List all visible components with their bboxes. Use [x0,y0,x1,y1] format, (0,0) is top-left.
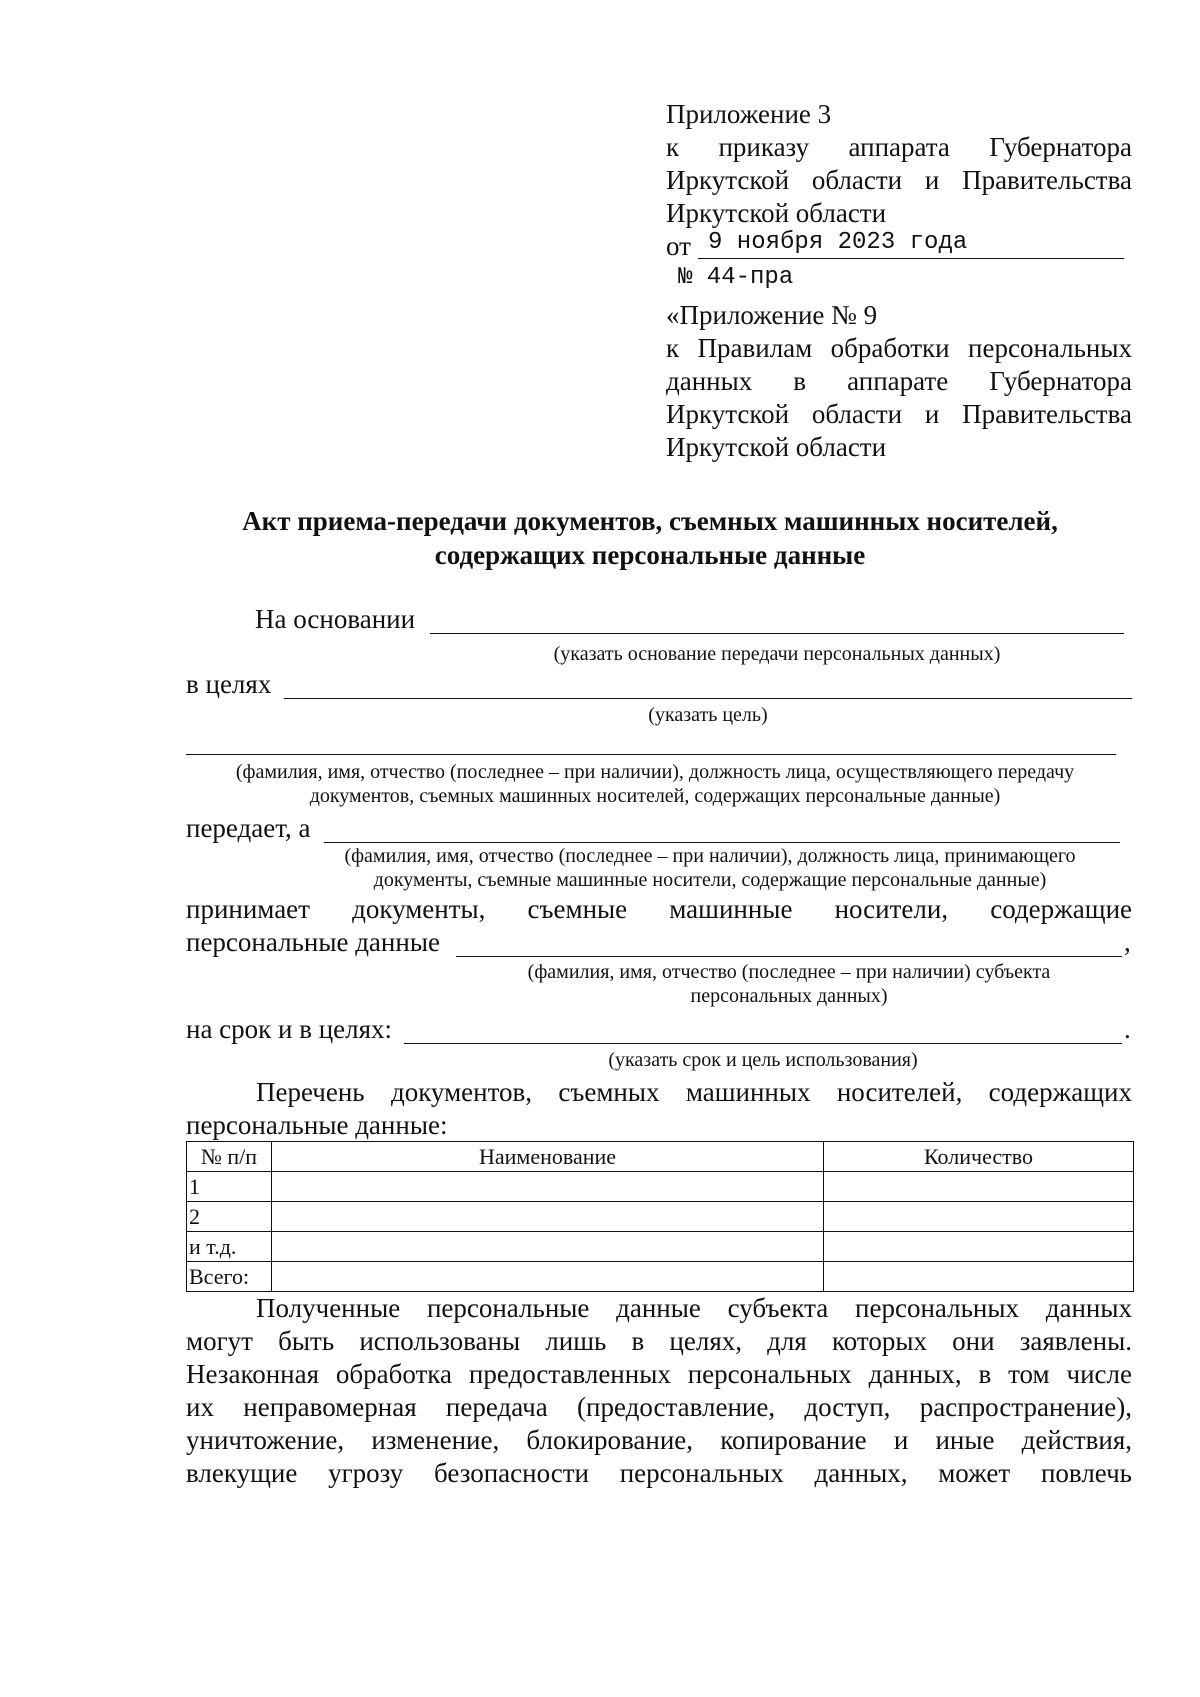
rules-line-3: Иркутской области и Правительства [666,399,1132,429]
date-row [666,230,1132,263]
to-order-line: к приказу аппарата Губернатора [666,132,1132,162]
sender-caption-line-1: (фамилия, имя, отчество (последнее – при наличии), должность лица, осуществляющего передачу [235,761,1075,783]
basis-field[interactable] [430,603,1124,634]
subject-caption-line-2: персональных данных) [690,985,888,1007]
basis-label: На основании [255,604,416,634]
row-name-cell[interactable] [272,1202,824,1232]
list-line-2: персональные данные: [186,1110,448,1140]
subject-caption-line-1: (фамилия, имя, отчество (последнее – при наличии) субъекта [527,961,1051,983]
rules-line-1: к Правилам обработки персональных [666,333,1132,363]
order-number: № 44-пра [678,264,794,291]
appendix-header [666,98,1132,464]
total-label: Всего: [187,1262,272,1292]
purpose-field[interactable] [284,668,1132,699]
table-header-row [187,1142,1134,1172]
sender-caption-line-2: документов, съемных машинных носителей, содержащих персональные данные) [309,785,1001,807]
list-line-1: Перечень документов, съемных машинных носителей, содержащих [256,1077,1132,1107]
subject-comma: , [1124,927,1131,957]
appendix-label: Приложение 3 [666,99,832,129]
row-quantity-cell[interactable] [824,1232,1134,1262]
personal-data-label: персональные данные [186,927,440,957]
appendix9-label: «Приложение № 9 [666,300,878,330]
region-line-2: Иркутской области [666,198,887,228]
row-number: 2 [187,1202,272,1232]
sender-caption [180,760,1130,808]
row-number: 1 [187,1172,272,1202]
from-label: от [666,231,691,261]
closing-line-5: уничтожение, изменение, блокирование, копирование и иные действия, [186,1425,1132,1455]
receiver-field[interactable] [324,812,1120,843]
table-row [187,1202,1134,1232]
list-intro [186,1076,1132,1142]
row-name-cell[interactable] [272,1232,824,1262]
date-field [698,226,1124,259]
purpose-caption: (указать цель) [648,704,768,726]
col-quantity-header: Количество [824,1142,1134,1172]
rules-line-4: Иркутской области [666,432,887,462]
row-number: и т.д. [187,1232,272,1262]
closing-line-6: влекущие угрозу безопасности персональных данных, может повлечь [186,1458,1132,1488]
closing-line-4: их неправомерная передача (предоставление, доступ, распространение), [186,1392,1132,1422]
closing-line-2: могут быть использованы лишь в целях, для которых они заявлены. [186,1326,1132,1356]
date-value: 9 ноября 2023 года [708,229,968,256]
receiver-caption-line-2: документы, съемные машинные носители, содержащие персональные данные) [373,869,1047,891]
term-caption: (указать срок и цель использования) [608,1049,918,1071]
subject-caption [456,960,1122,1008]
term-field[interactable] [404,1013,1122,1044]
rules-line-2: данных в аппарате Губернатора [666,366,1132,396]
row-quantity-cell[interactable] [824,1202,1134,1232]
term-label: на срок и в целях: [186,1014,393,1044]
row-quantity-cell[interactable] [824,1172,1134,1202]
title-line-2: содержащих персональные данные [434,540,866,570]
closing-paragraph [186,1292,1132,1490]
sender-field[interactable] [186,728,1116,755]
transfers-label: передает, а [186,813,311,843]
subject-field[interactable] [456,926,1122,957]
total-name-cell[interactable] [272,1262,824,1292]
table-row [187,1232,1134,1262]
basis-caption: (указать основание передачи персональных данных) [553,643,1001,665]
title-line-1: Акт приема-передачи документов, съемных машинных носителей, [242,506,1058,536]
table-total-row [187,1262,1134,1292]
documents-table [186,1141,1134,1292]
region-line: Иркутской области и Правительства [666,165,1132,195]
total-quantity-cell[interactable] [824,1262,1134,1292]
row-name-cell[interactable] [272,1172,824,1202]
accepts-line: принимает документы, съемные машинные носители, содержащие [186,894,1132,924]
term-period: . [1124,1014,1131,1044]
closing-line-1: Полученные персональные данные субъекта персональных данных [256,1293,1132,1323]
col-number-header: № п/п [187,1142,272,1172]
receiver-caption-line-1: (фамилия, имя, отчество (последнее – при наличии), должность лица, принимающего [344,845,1076,867]
table-row [187,1172,1134,1202]
closing-line-3: Незаконная обработка предоставленных персональных данных, в том числе [186,1359,1132,1389]
col-name-header: Наименование [272,1142,824,1172]
document-title [180,504,1120,572]
receiver-caption [290,844,1130,892]
purpose-label: в целях [186,669,272,699]
